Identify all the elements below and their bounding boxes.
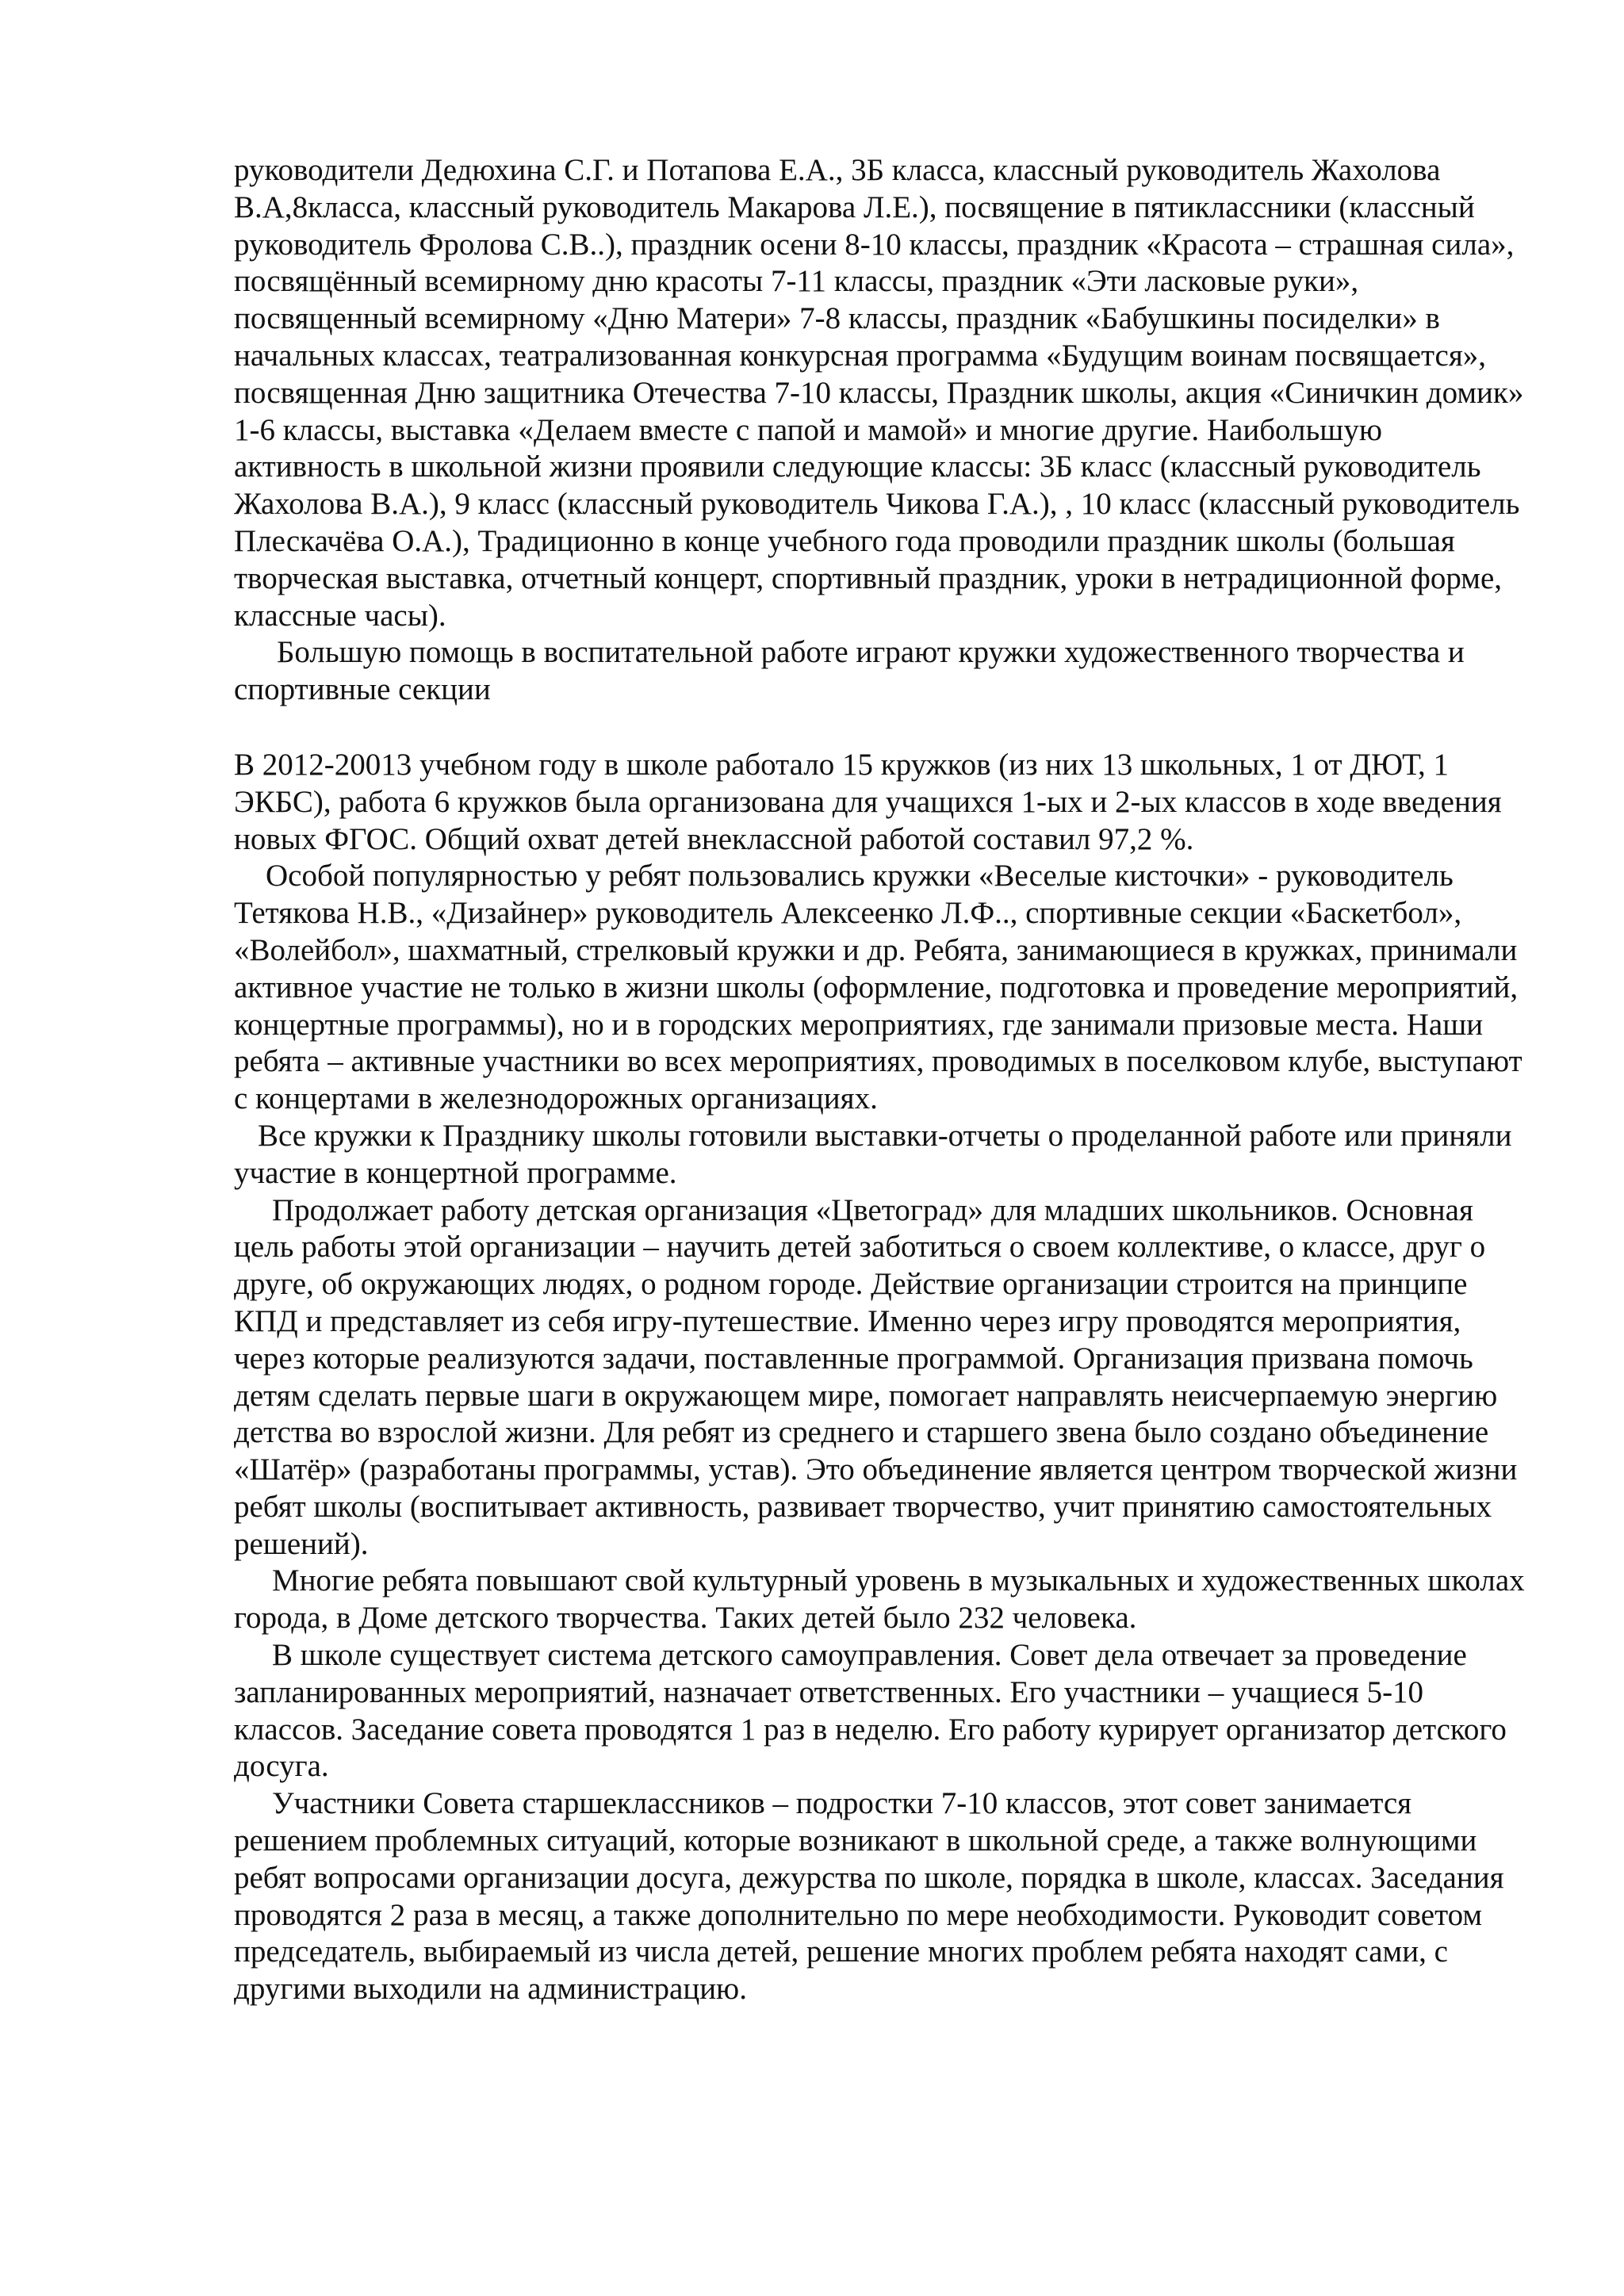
paragraph-clubs-count: В 2012-20013 учебном году в школе работало 15 кружков (из них 13 школьных, 1 от ДЮТ, 1 ЭКБС), работа 6 кружков была организована для учащихся 1-ых и 2-ых классов в ходе введения новых ФГОС. Общий охват детей внеклассной работой составил 97,2 %.	[234, 747, 1502, 856]
paragraph-school-holiday: Все кружки к Празднику школы готовили выставки-отчеты о проделанной работе или приняли участие в концертной программе.	[234, 1118, 1512, 1190]
paragraph-events: руководители Дедюхина С.Г. и Потапова Е.А., 3Б класса, классный руководитель Жахолова В.А,8класса, классный руководитель Макарова Л.Е.), посвящение в пятиклассники (классный руководитель Фролова С.В..), праздник осени 8-10 классы, праздник «Красота – страшная сила», посвящённый всемирному дню красоты 7-11 классы, праздник «Эти ласковые руки», посвященный всемирному «Дню Матери» 7-8 классы, праздник «Бабушкины посиделки» в начальных классах, театрализованная конкурсная программа «Будущим воинам посвящается», посвященная Дню защитника Отечества 7-10 классы, Праздник школы, акция «Синичкин домик» 1-6 классы, выставка «Делаем вместе с папой и мамой» и многие другие. Наибольшую активность в школьной жизни проявили следующие классы: 3Б класс (классный руководитель Жахолова В.А.), 9 класс (классный руководитель Чикова Г.А.), , 10 класс (классный руководитель Плескачёва О.А.), Традиционно в конце учебного года проводили праздник школы (большая творческая выставка, отчетный концерт, спортивный праздник, уроки в нетрадиционной форме, классные часы).	[234, 153, 1524, 633]
paragraph-gap	[234, 709, 1526, 747]
document-body	[234, 152, 1526, 2008]
paragraph-clubs-intro: Большую помощь в воспитательной работе играют кружки художественного творчества и спортивные секции	[234, 635, 1465, 707]
paragraph-popular-clubs: Особой популярностью у ребят пользовались кружки «Веселые кисточки» - руководитель Тетякова Н.В., «Дизайнер» руководитель Алексеенко Л.Ф.., спортивные секции «Баскетбол», «Волейбол», шахматный, стрелковый кружки и др. Ребята, занимающиеся в кружках, принимали активное участие не только в жизни школы (оформление, подготовка и проведение мероприятий, концертные программы), но и в городских мероприятиях, где занимали призовые места. Наши ребята – активные участники во всех мероприятиях, проводимых в поселковом клубе, выступают с концертами в железнодорожных организациях.	[234, 859, 1522, 1116]
paragraph-senior-council: Участники Совета старшеклассников – подростки 7-10 классов, этот совет занимается решением проблемных ситуаций, которые возникают в школьной среде, а также волнующими ребят вопросами организации досуга, дежурства по школе, порядка в школе, классах. Заседания проводятся 2 раза в месяц, а также дополнительно по мере необходимости. Руководит советом председатель, выбираемый из числа детей, решение многих проблем ребята находят сами, с другими выходили на администрацию.	[234, 1786, 1504, 2007]
paragraph-tsvetograd: Продолжает работу детская организация «Цветоград» для младших школьников. Основная цель работы этой организации – научить детей заботиться о своем коллективе, о классе, друг о друге, об окружающих людях, о родном городе. Действие организации строится на принципе КПД и представляет из себя игру-путешествие. Именно через игру проводятся мероприятия, через которые реализуются задачи, поставленные программой. Организация призвана помочь детям сделать первые шаги в окружающем мире, помогает направлять неисчерпаемую энергию детства во взрослой жизни. Для ребят из среднего и старшего звена было создано объединение «Шатёр» (разработаны программы, устав). Это объединение является центром творческой жизни ребят школы (воспитывает активность, развивает творчество, учит принятию самостоятельных решений).	[234, 1192, 1518, 1561]
paragraph-cultural-level: Многие ребята повышают свой культурный уровень в музыкальных и художественных школах города, в Доме детского творчества. Таких детей было 232 человека.	[234, 1563, 1525, 1636]
paragraph-self-government: В школе существует система детского самоуправления. Совет дела отвечает за проведение запланированных мероприятий, назначает ответственных. Его участники – учащиеся 5-10 классов. Заседание совета проводятся 1 раз в неделю. Его работу курирует организатор детского досуга.	[234, 1638, 1507, 1784]
